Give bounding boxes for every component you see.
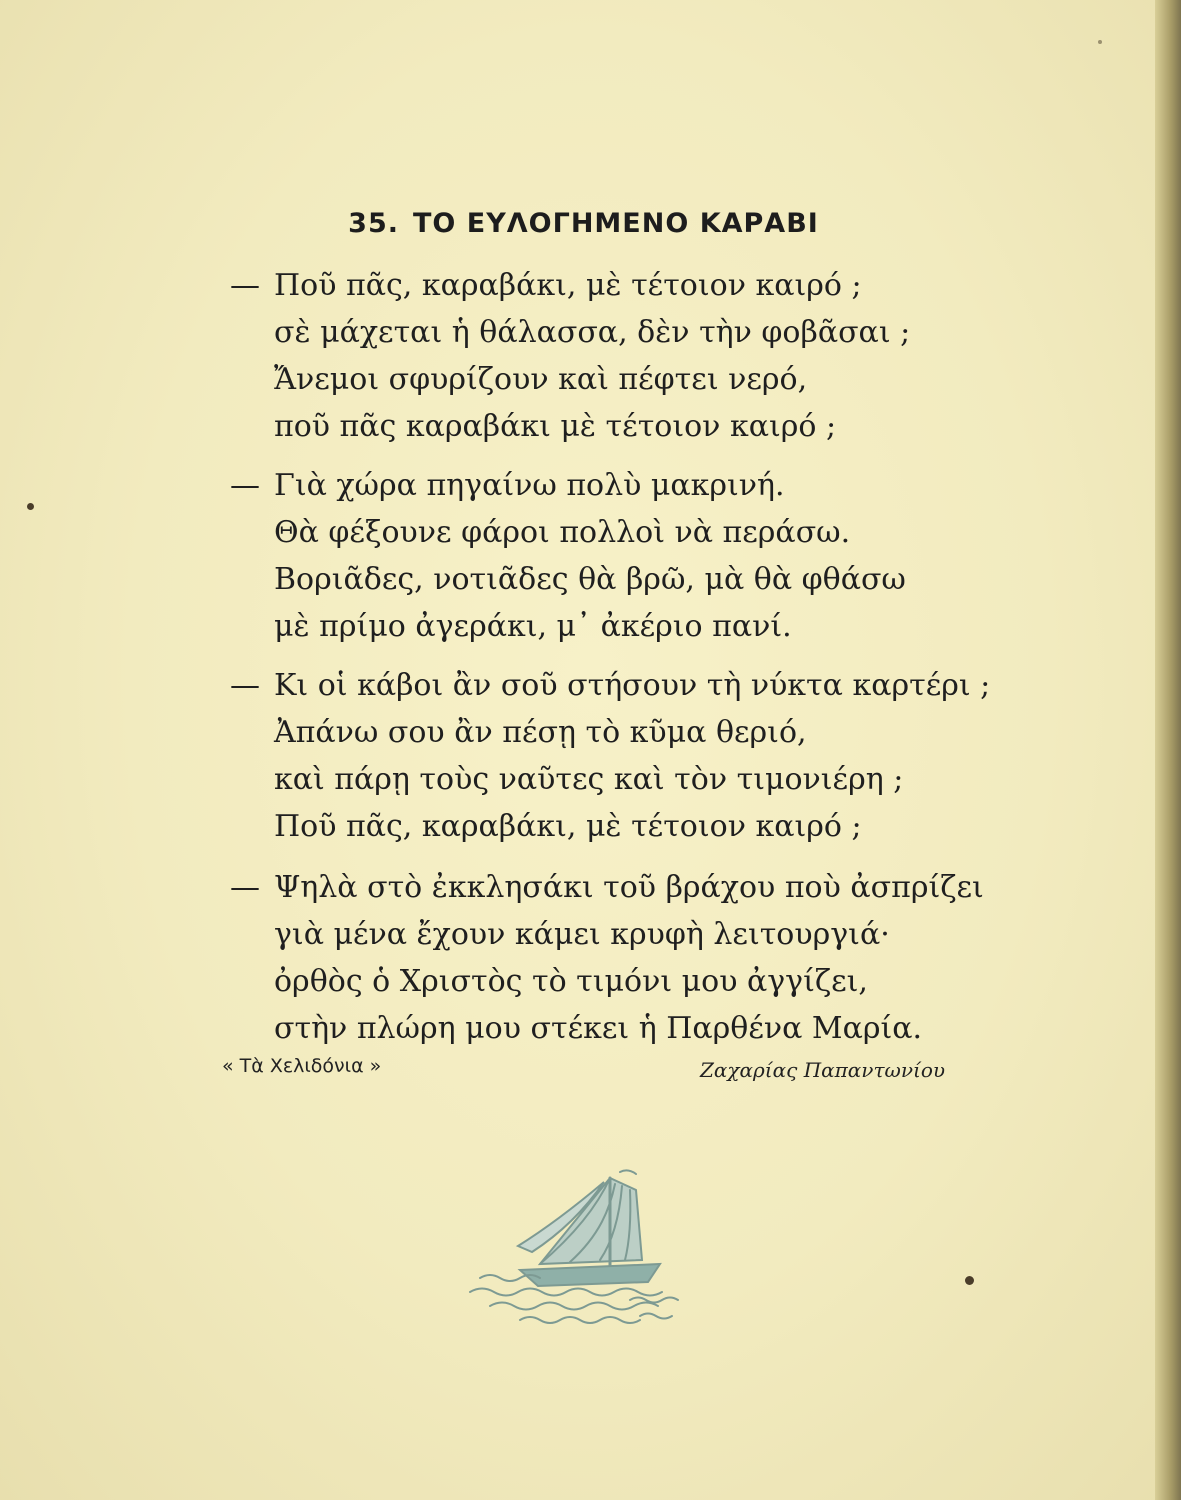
poem-line: — Γιὰ χώρα πηγαίνω πολὺ μακρινή. [230, 462, 950, 509]
poem-line: Ἄνεμοι σφυρίζουν καὶ πέφτει νερό, [274, 362, 808, 397]
poem-title [0, 208, 1181, 239]
stanza-1 [230, 262, 950, 450]
poem-line: Βοριᾶδες, νοτιᾶδες θὰ βρῶ, μὰ θὰ φθάσω [274, 562, 906, 597]
stanza-2 [230, 462, 950, 650]
paper-speck [1098, 40, 1102, 44]
dialogue-dash: — [230, 668, 260, 703]
poem-line: — Ποῦ πᾶς, καραβάκι, μὲ τέτοιον καιρό ; [230, 262, 950, 309]
dialogue-dash: — [230, 870, 260, 905]
poem-line: ποῦ πᾶς καραβάκι μὲ τέτοιον καιρό ; [274, 409, 837, 444]
poem-title-text: ΤΟ ΕΥΛΟΓΗΜΕΝΟ ΚΑΡΑΒΙ [413, 208, 819, 240]
stanza-4 [230, 864, 984, 1052]
poem-line: ὀρθὸς ὁ Χριστὸς τὸ τιμόνι μου ἀγγίζει, [274, 964, 868, 999]
poem-line: Ποῦ πᾶς, καραβάκι, μὲ τέτοιον καιρό ; [274, 809, 862, 844]
poem-line: Θὰ φέξουνε φάροι πολλοὶ νὰ περάσω. [274, 515, 851, 550]
poem-number: 35. [348, 208, 400, 240]
dialogue-dash: — [230, 468, 260, 503]
paper-speck [965, 1276, 974, 1285]
poem-line: Ἀπάνω σου ἂν πέσῃ τὸ κῦμα θεριό, [274, 715, 807, 750]
poem-line: γιὰ μένα ἔχουν κάμει κρυφὴ λειτουργιά· [274, 917, 890, 952]
sailboat-icon [460, 1160, 700, 1344]
poem-line: μὲ πρίμο ἀγεράκι, μ᾽ ἀκέριο πανί. [274, 609, 792, 644]
paper-speck [27, 503, 34, 510]
poem-author: Ζαχαρίας Παπαντωνίου [700, 1058, 946, 1082]
poem-line: σὲ μάχεται ἡ θάλασσα, δὲν τὴν φοβᾶσαι ; [274, 315, 911, 350]
poem-line: — Ψηλὰ στὸ ἐκκλησάκι τοῦ βράχου ποὺ ἀσπρίζει [230, 864, 950, 911]
dialogue-dash: — [230, 268, 260, 303]
poem-source: « Τὰ Χελιδόνια » [222, 1055, 382, 1077]
stanza-3 [230, 662, 991, 850]
poem-line: — Κι οἱ κάβοι ἂν σοῦ στήσουν τὴ νύκτα καρτέρι ; [230, 662, 950, 709]
poem-line: στὴν πλώρη μου στέκει ἡ Παρθένα Μαρία. [274, 1011, 923, 1046]
poem-line: καὶ πάρῃ τοὺς ναῦτες καὶ τὸν τιμονιέρη ; [274, 762, 904, 797]
